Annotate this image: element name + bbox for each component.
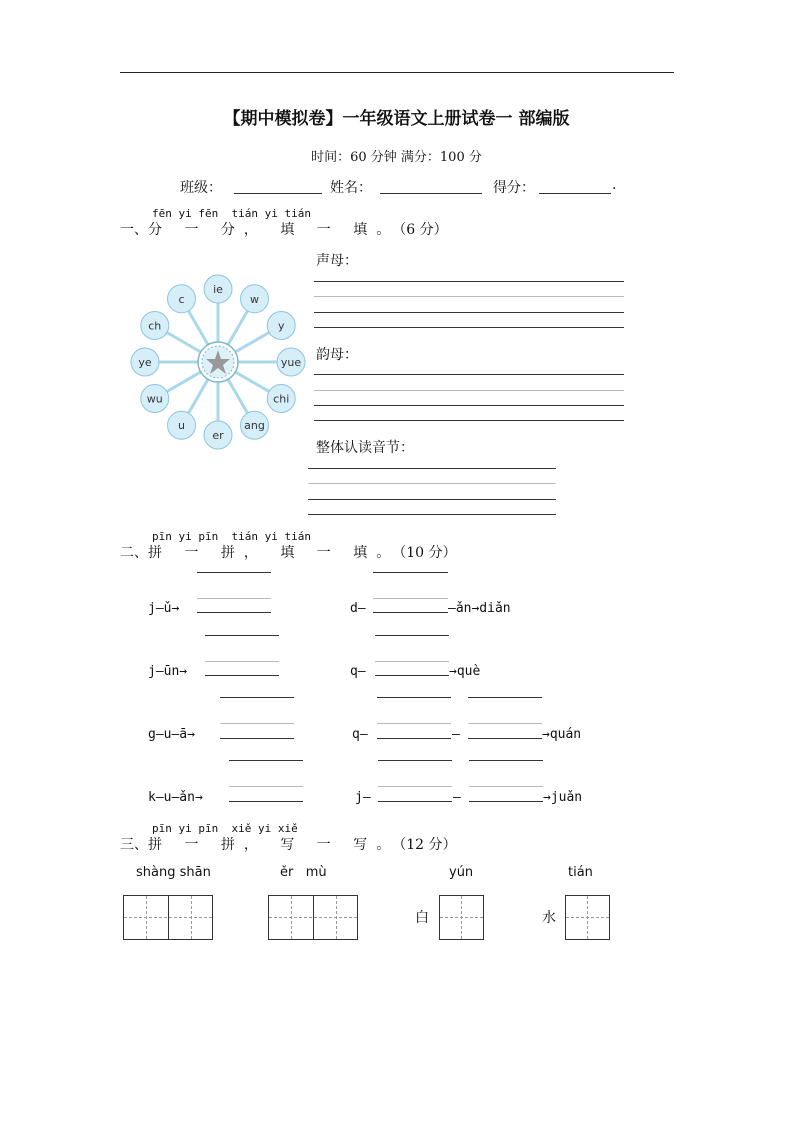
guide-line bbox=[373, 598, 448, 599]
pinyin-row-right-end: →quán bbox=[542, 727, 582, 742]
word-pinyin: yún bbox=[449, 865, 474, 880]
blank-below[interactable] bbox=[229, 760, 303, 761]
wheel-syllable: y bbox=[277, 319, 285, 333]
section1-prefix: 一、 bbox=[120, 222, 148, 238]
pinyin-row-right-mid: —ǎn→diǎn bbox=[448, 601, 511, 616]
wheel-syllable: ang bbox=[244, 419, 265, 433]
end-dot: . bbox=[612, 177, 617, 193]
section2-points: （10 分） bbox=[399, 545, 457, 561]
pinyin-row-left: k—u—ǎn→ bbox=[148, 790, 203, 805]
wheel-syllable: ch bbox=[148, 319, 162, 333]
pinyin-row-right-start: q— bbox=[352, 727, 368, 742]
wheel-syllable: yue bbox=[280, 356, 302, 369]
guide-line bbox=[229, 786, 303, 787]
pinyin-row-left: j—ǔ→ bbox=[148, 601, 180, 616]
yunmu-line-2[interactable] bbox=[314, 405, 624, 406]
writing-grid[interactable] bbox=[268, 895, 358, 940]
section2-text: 拼 一 拼， 填 一 填。 bbox=[148, 545, 400, 561]
blank-top[interactable] bbox=[373, 572, 448, 573]
section2-pinyin: pīn yi pīn tián yi tián bbox=[152, 530, 311, 543]
wheel-syllable: ye bbox=[138, 356, 152, 369]
answer-blank[interactable] bbox=[378, 801, 452, 802]
section1-points: （6 分） bbox=[399, 222, 448, 238]
answer-blank[interactable] bbox=[377, 738, 451, 739]
zhengti-guide-1 bbox=[308, 483, 556, 484]
wheel-syllable: w bbox=[250, 292, 259, 306]
blank-below[interactable] bbox=[205, 635, 279, 636]
class-label: 班级： bbox=[180, 180, 222, 196]
class-blank[interactable] bbox=[234, 193, 322, 194]
blank-below[interactable] bbox=[220, 697, 294, 698]
section3-heading bbox=[120, 834, 457, 854]
shengmu-label: 声母： bbox=[316, 253, 358, 269]
shengmu-line-2[interactable] bbox=[314, 312, 624, 313]
shengmu-guide-1 bbox=[314, 296, 624, 297]
pinyin-row-right-mid: — bbox=[452, 727, 460, 742]
blank-top[interactable] bbox=[197, 572, 271, 573]
character-prompt: 水 bbox=[542, 910, 556, 926]
section3-pinyin: pīn yi pīn xiě yi xiě bbox=[152, 822, 298, 835]
blank-below[interactable] bbox=[377, 697, 451, 698]
answer-blank[interactable] bbox=[468, 738, 542, 739]
zhengti-line-2[interactable] bbox=[308, 499, 556, 500]
answer-blank[interactable] bbox=[205, 675, 279, 676]
wheel-syllable: u bbox=[178, 419, 185, 433]
guide-line bbox=[468, 723, 542, 724]
guide-line bbox=[469, 786, 543, 787]
character-prompt: 白 bbox=[415, 910, 429, 926]
word-pinyin: tián bbox=[568, 865, 593, 880]
answer-blank[interactable] bbox=[373, 612, 448, 613]
blank-below[interactable] bbox=[468, 697, 542, 698]
answer-blank[interactable] bbox=[220, 738, 294, 739]
name-label: 姓名： bbox=[330, 180, 372, 196]
blank-below[interactable] bbox=[375, 635, 449, 636]
answer-blank[interactable] bbox=[229, 801, 303, 802]
blank-below[interactable] bbox=[469, 760, 543, 761]
word-pinyin: shàng shān bbox=[136, 865, 211, 880]
zhengti-line-3[interactable] bbox=[308, 514, 556, 515]
word-pinyin: ěr mù bbox=[280, 865, 327, 880]
section3-prefix: 三、 bbox=[120, 837, 148, 853]
pinyin-row-right-start: q— bbox=[350, 664, 366, 679]
yunmu-label: 韵母： bbox=[316, 347, 358, 363]
section2-prefix: 二、 bbox=[120, 545, 148, 561]
exam-info: 时间：60 分钟 满分：100 分 bbox=[311, 150, 482, 165]
wheel-syllable: wu bbox=[146, 392, 163, 406]
zhengti-label: 整体认读音节： bbox=[316, 440, 414, 456]
writing-grid[interactable] bbox=[439, 895, 484, 940]
pinyin-row-right-start: j— bbox=[355, 790, 371, 805]
pinyin-row-right-mid: — bbox=[453, 790, 461, 805]
score-label: 得分： bbox=[493, 180, 535, 196]
guide-line bbox=[375, 661, 449, 662]
guide-line bbox=[205, 661, 279, 662]
pinyin-wheel bbox=[125, 270, 315, 455]
pinyin-row-right-mid: →què bbox=[449, 664, 481, 679]
shengmu-line-3[interactable] bbox=[314, 327, 624, 328]
score-blank[interactable] bbox=[539, 193, 611, 194]
pinyin-row-left: g—u—ā→ bbox=[148, 727, 195, 742]
wheel-syllable: chi bbox=[273, 392, 290, 406]
answer-blank[interactable] bbox=[197, 612, 271, 613]
top-rule bbox=[120, 72, 674, 73]
section3-text: 拼 一 拼， 写 一 写。 bbox=[148, 837, 400, 853]
section2-heading bbox=[120, 542, 457, 562]
guide-line bbox=[378, 786, 452, 787]
section3-points: （12 分） bbox=[399, 837, 457, 853]
wheel-syllable: c bbox=[178, 292, 185, 306]
section1-heading bbox=[120, 219, 448, 239]
blank-below[interactable] bbox=[378, 760, 452, 761]
guide-line bbox=[197, 598, 271, 599]
zhengti-line-1[interactable] bbox=[308, 468, 556, 469]
page-title: 【期中模拟卷】一年级语文上册试卷一 部编版 bbox=[223, 109, 570, 129]
wheel-syllable: ie bbox=[213, 283, 223, 296]
shengmu-line-1[interactable] bbox=[314, 281, 624, 282]
answer-blank[interactable] bbox=[375, 675, 449, 676]
guide-line bbox=[220, 723, 294, 724]
wheel-syllable: er bbox=[212, 429, 224, 442]
answer-blank[interactable] bbox=[469, 801, 543, 802]
yunmu-line-3[interactable] bbox=[314, 420, 624, 421]
yunmu-guide-1 bbox=[314, 390, 624, 391]
writing-grid[interactable] bbox=[565, 895, 610, 940]
pinyin-row-right-start: d— bbox=[350, 601, 366, 616]
yunmu-line-1[interactable] bbox=[314, 374, 624, 375]
name-blank[interactable] bbox=[380, 193, 482, 194]
guide-line bbox=[377, 723, 451, 724]
pinyin-row-right-end: →juǎn bbox=[543, 790, 583, 805]
pinyin-row-left: j—ūn→ bbox=[148, 664, 188, 679]
section1-text: 分 一 分， 填 一 填。 bbox=[148, 222, 400, 238]
section1-pinyin: fēn yi fēn tián yi tián bbox=[152, 207, 311, 220]
writing-grid[interactable] bbox=[123, 895, 213, 940]
